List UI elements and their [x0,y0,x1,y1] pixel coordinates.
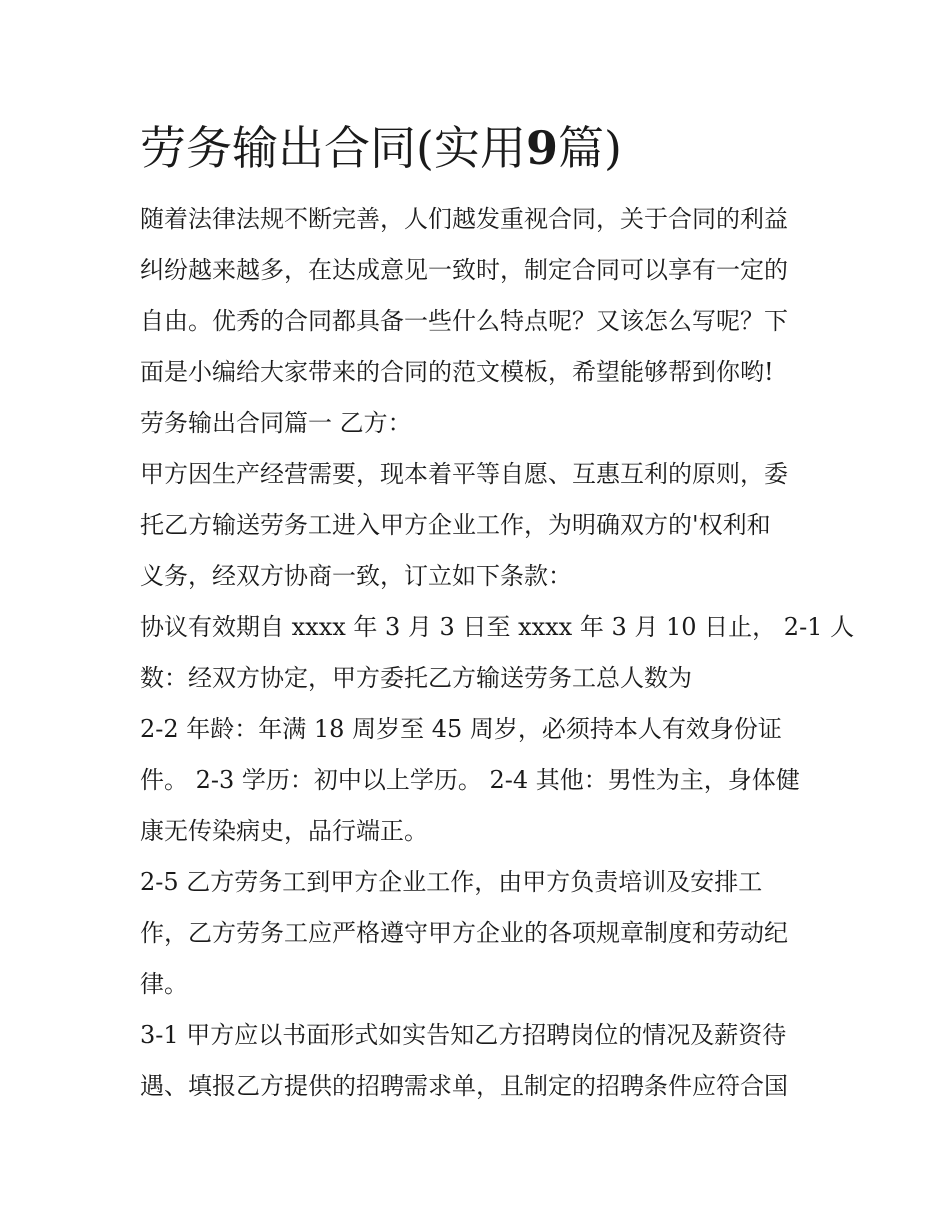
text-line: 律。 [140,970,188,998]
document-page [140,112,855,1112]
section-heading: 劳务输出合同篇一 乙方： [140,409,412,437]
text-line: 2-5 乙方劳务工到甲方企业工作，由甲方负责培训及安排工 [140,868,763,896]
text-line: 遇、填报乙方提供的招聘需求单，且制定的招聘条件应符合国 [140,1072,788,1100]
title-number: 9 [525,121,558,175]
text-line: 义务，经双方协商一致，订立如下条款： [140,562,572,590]
document-body [140,194,855,1112]
text-line: 随着法律法规不断完善，人们越发重视合同，关于合同的利益 [140,205,788,233]
text-line: 3-1 甲方应以书面形式如实告知乙方招聘岗位的情况及薪资待 [140,1021,787,1049]
text-line: 自由。优秀的合同都具备一些什么特点呢？又该怎么写呢？下 [140,307,788,335]
text-line: 面是小编给大家带来的合同的范文模板，希望能够帮到你哟! [140,358,774,386]
text-line: 甲方因生产经营需要，现本着平等自愿、互惠互利的原则，委 [140,460,788,488]
title-suffix: 篇) [557,121,622,175]
document-title [140,112,820,184]
text-line: 作，乙方劳务工应严格遵守甲方企业的各项规章制度和劳动纪 [140,919,788,947]
text-line: 托乙方输送劳务工进入甲方企业工作，为明确双方的'权利和 [140,511,771,539]
text-line: 数：经双方协定，甲方委托乙方输送劳务工总人数为 [140,664,692,692]
text-line: 2-2 年龄：年满 18 周岁至 45 周岁，必须持本人有效身份证 [140,715,782,743]
text-line: 协议有效期自 xxxx 年 3 月 3 日至 xxxx 年 3 月 10 日止， 2-1 人 [140,613,855,641]
text-line: 件。 2-3 学历：初中以上学历。 2-4 其他：男性为主，身体健 [140,766,800,794]
title-prefix: 劳务输出合同(实用 [140,121,526,175]
text-line: 纠纷越来越多，在达成意见一致时，制定合同可以享有一定的 [140,256,788,284]
text-line: 康无传染病史，品行端正。 [140,817,428,845]
